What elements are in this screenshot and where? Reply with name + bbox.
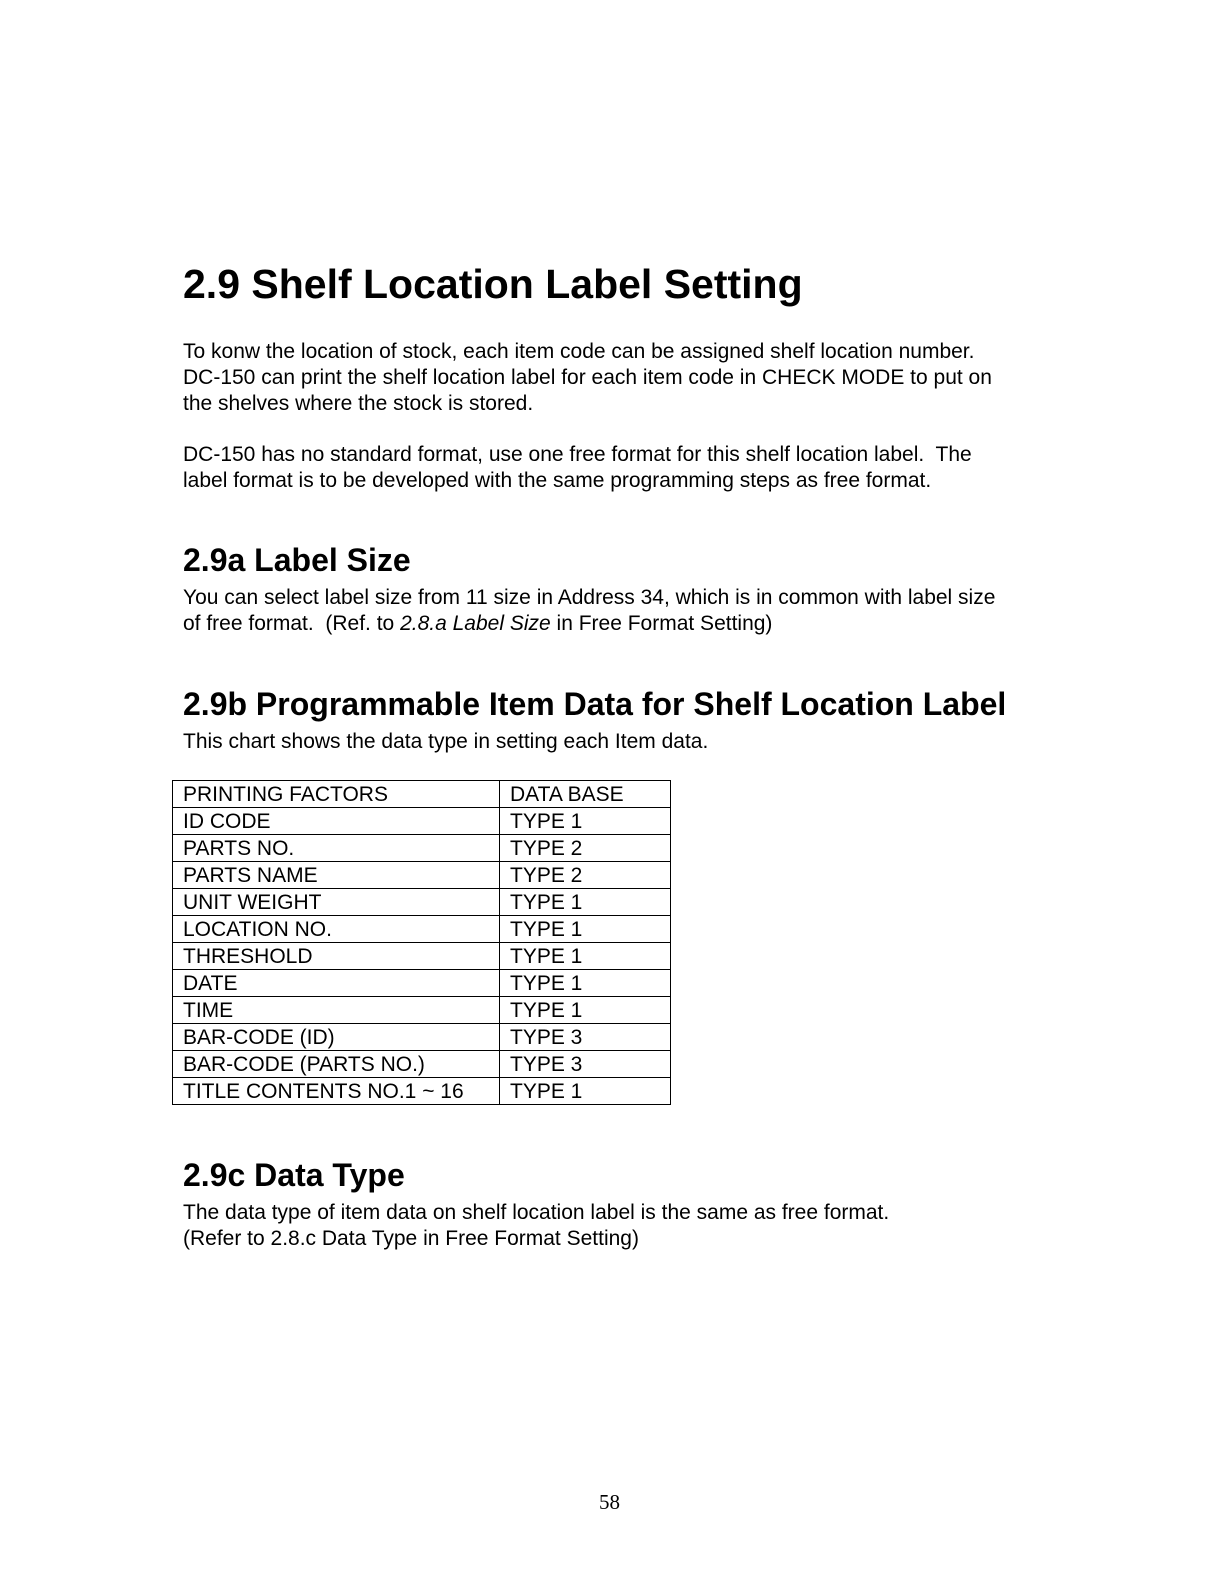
table-row (173, 1078, 671, 1105)
type-cell: TYPE 2 (500, 835, 671, 862)
text-line: You can select label size from 11 size in Address 34, which is in common with label size (183, 586, 996, 609)
table-row (173, 862, 671, 889)
factor-cell: TITLE CONTENTS NO.1 ~ 16 (173, 1078, 500, 1105)
type-cell: TYPE 3 (500, 1024, 671, 1051)
text-line: DC-150 can print the shelf location label for each item code in CHECK MODE to put on (183, 366, 992, 389)
factor-cell: BAR-CODE (ID) (173, 1024, 500, 1051)
text-line: The data type of item data on shelf location label is the same as free format. (183, 1201, 890, 1224)
table-row (173, 997, 671, 1024)
factor-cell: PARTS NO. (173, 835, 500, 862)
table-row (173, 835, 671, 862)
factor-cell: DATE (173, 970, 500, 997)
text-line: (Refer to 2.8.c Data Type in Free Format Setting) (183, 1227, 639, 1250)
text-run: of free format. (Ref. to (183, 612, 401, 635)
table-row (173, 889, 671, 916)
table-row (173, 970, 671, 997)
data-type-paragraph (183, 1200, 1063, 1252)
section-heading-label-size: 2.9a Label Size (183, 542, 411, 578)
intro-paragraph-1 (183, 339, 1063, 417)
table-row (173, 1024, 671, 1051)
table-row (173, 916, 671, 943)
text-line (183, 611, 1063, 637)
type-cell: TYPE 1 (500, 997, 671, 1024)
header-cell-printing-factors: PRINTING FACTORS (173, 781, 500, 808)
section-heading-data-type: 2.9c Data Type (183, 1157, 405, 1193)
text-line: To konw the location of stock, each item code can be assigned shelf location number. (183, 340, 975, 363)
section-heading-programmable-item-data: 2.9b Programmable Item Data for Shelf Location Label (183, 686, 1007, 722)
text-line: This chart shows the data type in setting each Item data. (183, 730, 709, 753)
type-cell: TYPE 1 (500, 943, 671, 970)
table-row (173, 808, 671, 835)
factor-cell: PARTS NAME (173, 862, 500, 889)
page-title: 2.9 Shelf Location Label Setting (183, 261, 803, 307)
table-row (173, 1051, 671, 1078)
type-cell: TYPE 2 (500, 862, 671, 889)
factor-cell: BAR-CODE (PARTS NO.) (173, 1051, 500, 1078)
type-cell: TYPE 1 (500, 808, 671, 835)
factor-cell: ID CODE (173, 808, 500, 835)
label-size-paragraph (183, 585, 1063, 637)
text-line: DC-150 has no standard format, use one free format for this shelf location label. The (183, 443, 972, 466)
table-row (173, 943, 671, 970)
type-cell: TYPE 1 (500, 916, 671, 943)
factor-cell: UNIT WEIGHT (173, 889, 500, 916)
intro-paragraph-2 (183, 442, 1063, 494)
page-number: 58 (599, 1490, 620, 1514)
text-line: label format is to be developed with the same programming steps as free format. (183, 469, 932, 492)
reference-italic: 2.8.a Label Size (400, 612, 551, 635)
factor-cell: LOCATION NO. (173, 916, 500, 943)
factor-cell: TIME (173, 997, 500, 1024)
text-line: the shelves where the stock is stored. (183, 392, 534, 415)
chart-description (183, 729, 1063, 755)
type-cell: TYPE 1 (500, 1078, 671, 1105)
type-cell: TYPE 1 (500, 970, 671, 997)
factor-cell: THRESHOLD (173, 943, 500, 970)
type-cell: TYPE 3 (500, 1051, 671, 1078)
text-run: in Free Format Setting) (550, 612, 773, 635)
header-cell-data-base: DATA BASE (500, 781, 671, 808)
type-cell: TYPE 1 (500, 889, 671, 916)
table-header-row (173, 781, 671, 808)
printing-factors-table (172, 780, 671, 1105)
